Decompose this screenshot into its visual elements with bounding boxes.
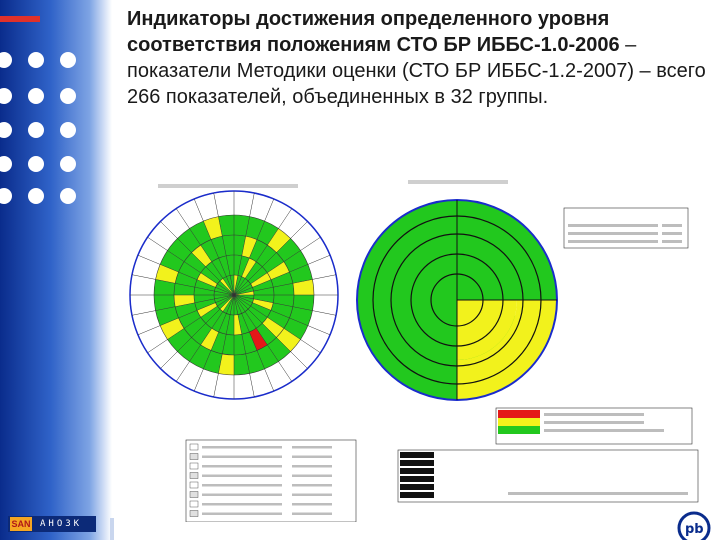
group-row-value xyxy=(292,513,332,516)
group-row-marker xyxy=(190,482,198,488)
group-row-marker xyxy=(190,444,198,450)
levels-table xyxy=(398,450,698,502)
group-row-text xyxy=(202,446,282,449)
group-row-value xyxy=(292,475,332,478)
group-row-text xyxy=(202,465,282,468)
group-row-text xyxy=(202,484,282,487)
polar-chart-groups xyxy=(130,191,338,399)
bank-logo-mark: рb xyxy=(685,522,704,537)
group-row-text xyxy=(202,475,282,478)
group-row-text xyxy=(202,494,282,497)
bank-logo-icon xyxy=(672,508,712,540)
slide-title-rest: – показатели Методики оценки (СТО БР ИББС-1.2-2007) – всего 266 показателей, объединенных в 32 группы. xyxy=(127,34,706,108)
group-row-marker xyxy=(190,463,198,469)
anozk-logo-text: АНОЗК xyxy=(40,519,83,529)
group-row-text xyxy=(202,503,282,506)
anozk-logo xyxy=(8,516,96,532)
groups-table xyxy=(186,440,356,522)
gradation-legend xyxy=(496,408,692,444)
group-row-marker xyxy=(190,454,198,460)
areas-legend xyxy=(564,208,688,248)
slide-title-bold: Индикаторы достижения определенного уровня соответствия положениям СТО БР ИББС-1.0-2006 xyxy=(127,8,620,56)
group-row-text xyxy=(202,456,282,459)
group-row-value xyxy=(292,446,332,449)
polar-chart-overall xyxy=(357,200,557,400)
group-row-marker xyxy=(190,492,198,498)
bottom-divider xyxy=(110,518,114,540)
embedded-report-image xyxy=(112,160,720,522)
group-row-value xyxy=(292,503,332,506)
group-row-marker xyxy=(190,501,198,507)
left-decorative-band xyxy=(0,0,112,540)
anozk-logo-mark: SAN xyxy=(11,519,31,529)
group-row-text xyxy=(202,513,282,516)
chart1-caption-line xyxy=(158,184,298,188)
slide-title xyxy=(127,6,712,110)
accent-red-bar xyxy=(0,16,40,22)
group-row-value xyxy=(292,465,332,468)
group-row-value xyxy=(292,494,332,497)
group-row-value xyxy=(292,484,332,487)
chart2-caption-line xyxy=(408,180,508,184)
group-row-marker xyxy=(190,511,198,517)
group-row-marker xyxy=(190,473,198,479)
group-row-value xyxy=(292,456,332,459)
